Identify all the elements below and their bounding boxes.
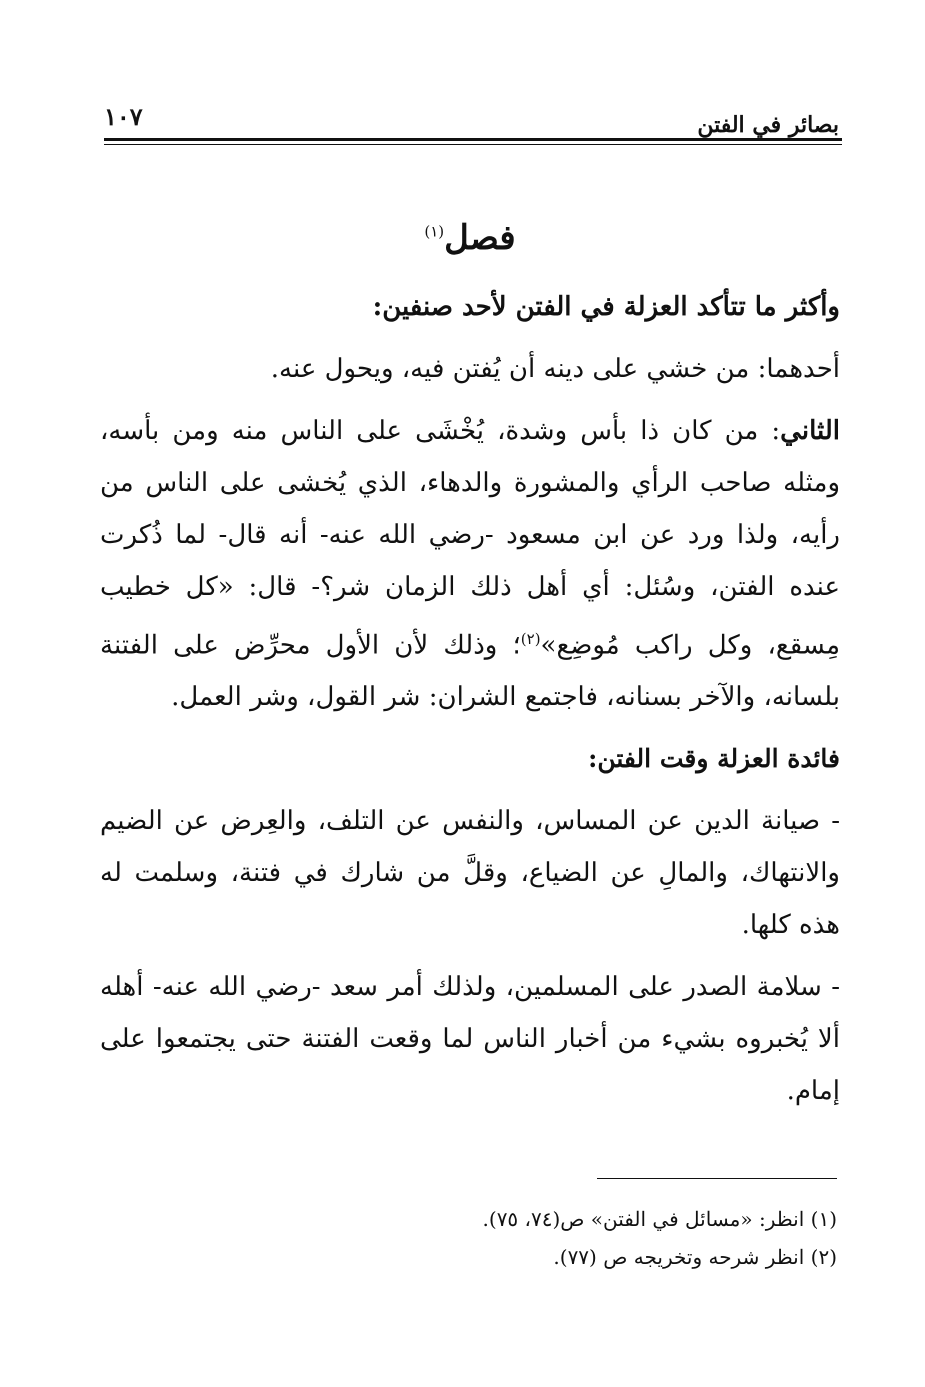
- footnote-1: (١) انظر: «مسائل في الفتن» ص(٧٤، ٧٥).: [482, 1207, 837, 1231]
- second-category-text-b: ؛ وذلك لأن الأول محرِّض على الفتنة بلسانه، والآخر بسنانه، فاجتمع الشران: شر القول، وشر العمل.: [100, 630, 840, 713]
- second-category-lead: الثاني: [780, 415, 840, 446]
- running-head: [104, 100, 839, 140]
- footnotes: [300, 1200, 837, 1276]
- first-category-paragraph: أحدهما: من خشي على دينه أن يُفتن فيه، ويحول عنه.: [270, 353, 840, 384]
- intro-paragraph: وأكثر ما تتأكد العزلة في الفتن لأحد صنفين:: [372, 291, 840, 322]
- page-number: ١٠٧: [104, 102, 143, 131]
- book-title: بصائر في الفتن: [697, 112, 839, 138]
- header-rule-thick: [104, 138, 842, 141]
- benefit-heading: فائدة العزلة وقت الفتن:: [588, 744, 840, 774]
- section-title-footnote-ref: (١): [424, 222, 445, 241]
- header-rule-thin: [104, 144, 842, 145]
- second-category-paragraph: [100, 405, 840, 724]
- footnote-separator: [597, 1178, 837, 1179]
- second-category-text-a: : من كان ذا بأس وشدة، يُخْشَى على الناس منه ومن بأسه، ومثله صاحب الرأي والمشورة والدهاء، الذي يُخشى على الناس من رأيه، ولذا ورد عن ابن مسعود -رضي الله عنه- أنه قال- لما ذُكرت عنده الفتن، وسُئل: أي أهل ذلك الزمان شر؟- قال: «كل خطيب مِسقع، وكل راكب مُوضِع»: [100, 415, 840, 661]
- section-title-text: فصل: [444, 218, 516, 258]
- main-text: [100, 215, 840, 1127]
- footnote-2: (٢) انظر شرحه وتخريجه ص (٧٧).: [553, 1245, 837, 1269]
- benefit-item-2: - سلامة الصدر على المسلمين، ولذلك أمر سعد -رضي الله عنه- أهله ألا يُخبروه بشيء من أخبار الناس لما وقعت الفتنة حتى يجتمعوا على إمام.: [100, 972, 840, 1107]
- benefit-item-1: - صيانة الدين عن المساس، والنفس عن التلف، والعِرض عن الضيم والانتهاك، والمالِ عن الضياع، وقلَّ من شارك في فتنة، وسلمت له هذه كلها.: [100, 806, 840, 941]
- section-title: [100, 215, 840, 263]
- footnote-ref-2: (٢): [520, 629, 541, 648]
